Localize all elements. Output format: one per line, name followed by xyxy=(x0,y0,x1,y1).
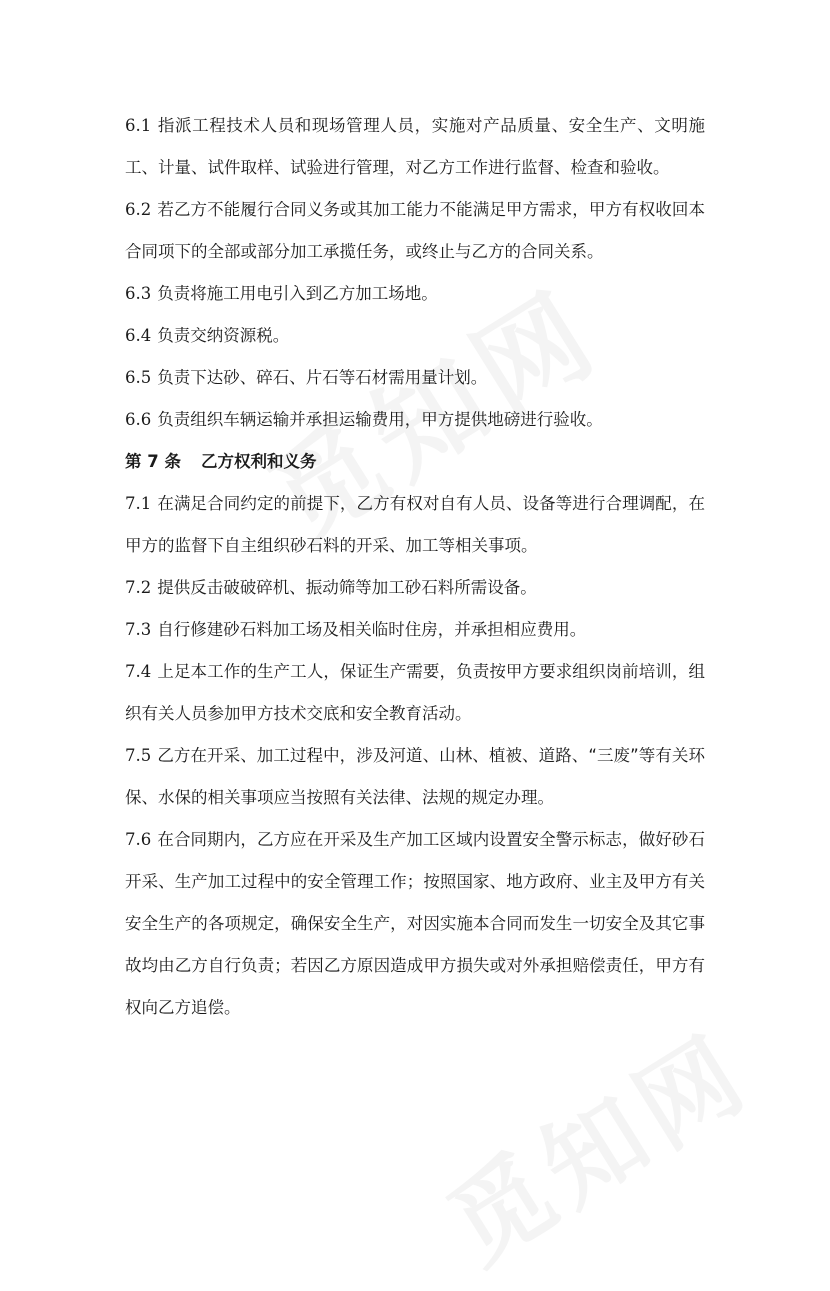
clause-number: 7.5 xyxy=(125,746,152,765)
clause-6-2 xyxy=(125,189,705,273)
clause-text: 负责组织车辆运输并承担运输费用，甲方提供地磅进行验收。 xyxy=(157,410,603,429)
clause-text: 上足本工作的生产工人，保证生产需要，负责按甲方要求组织岗前培训，组织有关人员参加甲方技术交底和安全教育活动。 xyxy=(125,662,705,723)
clause-text: 负责交纳资源税。 xyxy=(157,326,290,345)
clause-6-5 xyxy=(125,357,705,399)
clause-number: 7.1 xyxy=(125,494,152,513)
clause-text: 乙方在开采、加工过程中，涉及河道、山林、植被、道路、“三废”等有关环保、水保的相关事项应当按照有关法律、法规的规定办理。 xyxy=(125,746,705,807)
section-number: 第 7 条 xyxy=(125,452,181,471)
clause-text: 在合同期内，乙方应在开采及生产加工区域内设置安全警示标志，做好砂石开采、生产加工过程中的安全管理工作；按照国家、地方政府、业主及甲方有关安全生产的各项规定，确保安全生产，对因实施本合同而发生一切安全及其它事故均由乙方自行负责；若因乙方原因造成甲方损失或对外承担赔偿责任，甲方有权向乙方追偿。 xyxy=(125,830,705,1017)
clause-6-1 xyxy=(125,105,705,189)
clause-text: 若乙方不能履行合同义务或其加工能力不能满足甲方需求，甲方有权收回本合同项下的全部或部分加工承揽任务，或终止与乙方的合同关系。 xyxy=(125,200,705,261)
clause-number: 6.5 xyxy=(125,368,152,387)
clause-number: 7.3 xyxy=(125,620,152,639)
clause-number: 7.6 xyxy=(125,830,152,849)
clause-text: 指派工程技术人员和现场管理人员，实施对产品质量、安全生产、文明施工、计量、试件取样、试验进行管理，对乙方工作进行监督、检查和验收。 xyxy=(125,116,705,177)
clause-7-6 xyxy=(125,819,705,1029)
clause-text: 在满足合同约定的前提下，乙方有权对自有人员、设备等进行合理调配，在甲方的监督下自主组织砂石料的开采、加工等相关事项。 xyxy=(125,494,705,555)
section-title: 乙方权利和义务 xyxy=(201,452,317,471)
clause-number: 6.2 xyxy=(125,200,152,219)
clause-6-4 xyxy=(125,315,705,357)
clause-text: 负责下达砂、碎石、片石等石材需用量计划。 xyxy=(157,368,488,387)
clause-number: 6.6 xyxy=(125,410,152,429)
clause-number: 6.1 xyxy=(125,116,152,135)
clause-7-2 xyxy=(125,567,705,609)
clause-7-1 xyxy=(125,483,705,567)
clause-text: 自行修建砂石料加工场及相关临时住房，并承担相应费用。 xyxy=(157,620,587,639)
clause-7-4 xyxy=(125,651,705,735)
clause-text: 提供反击破破碎机、振动筛等加工砂石料所需设备。 xyxy=(157,578,537,597)
clause-number: 6.3 xyxy=(125,284,152,303)
clause-6-6 xyxy=(125,399,705,441)
clause-text: 负责将施工用电引入到乙方加工场地。 xyxy=(157,284,438,303)
clause-number: 7.2 xyxy=(125,578,152,597)
clause-7-3 xyxy=(125,609,705,651)
contract-body xyxy=(125,105,705,1029)
clause-7-5 xyxy=(125,735,705,819)
clause-number: 6.4 xyxy=(125,326,152,345)
section-heading xyxy=(125,441,705,483)
watermark-bottom xyxy=(417,994,773,1291)
clause-6-3 xyxy=(125,273,705,315)
clause-number: 7.4 xyxy=(125,662,152,681)
